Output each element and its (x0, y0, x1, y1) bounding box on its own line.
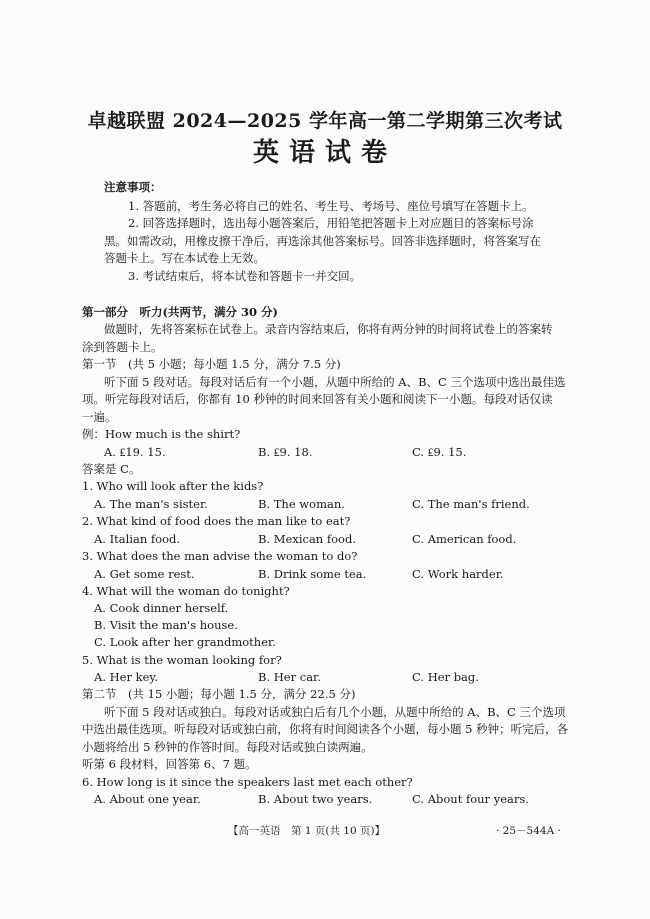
section1-heading: 第一节 (共 5 小题；每小题 1.5 分，满分 7.5 分) (82, 357, 341, 371)
notice-line: 1. 答题前，考生务必将自己的姓名、考生号、考场号、座位号填写在答题卡上。 (128, 199, 534, 213)
section1-intro: 一遍。 (82, 410, 117, 424)
option-c: C. Work harder. (412, 567, 504, 581)
option-a: A. The man's sister. (94, 497, 208, 511)
part1-intro: 涂到答题卡上。 (82, 340, 163, 354)
section2-heading: 第二节 (共 15 小题；每小题 1.5 分，满分 22.5 分) (82, 687, 356, 701)
question-6: 6. How long is it since the speakers last met each other? (82, 775, 413, 789)
question-4: 4. What will the woman do tonight? (82, 584, 290, 598)
option-b: B. Her car. (258, 670, 321, 684)
section1-intro: 听下面 5 段对话。每段对话后有一个小题，从题中所给的 A、B、C 三个选项中选出最佳选 (104, 375, 566, 389)
option-b: B. About two years. (258, 792, 373, 806)
option-c: C. The man's friend. (412, 497, 530, 511)
example-question: 例：How much is the shirt? (82, 427, 241, 441)
question-2: 2. What kind of food does the man like to eat? (82, 514, 351, 528)
option-c: C. American food. (412, 532, 517, 546)
option-a: A. Cook dinner herself. (94, 601, 229, 615)
option-c: C. Her bag. (412, 670, 479, 684)
notice-line: 2. 回答选择题时，选出每小题答案后，用铅笔把答题卡上对应题目的答案标号涂 (128, 216, 534, 230)
option-a: A. Her key. (94, 670, 159, 684)
question-5: 5. What is the woman looking for? (82, 653, 282, 667)
section2-intro: 中选出最佳选项。听每段对话或独白前，你将有时间阅读各个小题，每小题 5 秒钟；听完后，各 (82, 722, 569, 736)
option-b: B. Visit the man's house. (94, 618, 238, 632)
example-answer: 答案是 C。 (82, 462, 141, 476)
option-a: A. About one year. (94, 792, 201, 806)
notice-line: 黑。如需改动，用橡皮擦干净后，再选涂其他答案标号。回答非选择题时，将答案写在 (104, 234, 541, 248)
example-option-c: C. ₤9. 15. (412, 445, 467, 459)
option-c: C. Look after her grandmother. (94, 635, 276, 649)
material-note: 听第 6 段材料，回答第 6、7 题。 (82, 757, 257, 771)
example-option-a: A. ₤19. 15. (104, 445, 166, 459)
exam-title: 卓越联盟 2024—2025 学年高一第二学期第三次考试 (87, 110, 563, 132)
option-a: A. Get some rest. (94, 567, 195, 581)
section2-intro: 小题将给出 5 秒钟的作答时间。每段对话或独白读两遍。 (82, 740, 373, 754)
option-c: C. About four years. (412, 792, 529, 806)
notice-line: 答题卡上。写在本试卷上无效。 (104, 251, 265, 265)
question-1: 1. Who will look after the kids? (82, 479, 264, 493)
notice-heading: 注意事项： (104, 180, 162, 194)
part1-intro: 做题时，先将答案标在试卷上。录音内容结束后，你将有两分钟的时间将试卷上的答案转 (104, 322, 553, 336)
option-b: B. The woman. (258, 497, 345, 511)
question-3: 3. What does the man advise the woman to do? (82, 549, 358, 563)
subject-title: 英语试卷 (252, 138, 397, 168)
page-footer: 【高一英语 第 1 页(共 10 页)】 (228, 825, 386, 837)
notice-line: 3. 考试结束后，将本试卷和答题卡一并交回。 (128, 269, 362, 283)
option-b: B. Mexican food. (258, 532, 356, 546)
option-b: B. Drink some tea. (258, 567, 367, 581)
section2-intro: 听下面 5 段对话或独白。每段对话或独白后有几个小题，从题中所给的 A、B、C 三个选项 (104, 705, 566, 719)
example-option-b: B. ₤9. 18. (258, 445, 313, 459)
option-a: A. Italian food. (94, 532, 181, 546)
section1-intro: 项。听完每段对话后，你都有 10 秒钟的时间来回答有关小题和阅读下一小题。每段对话仅读 (82, 392, 553, 406)
part1-heading: 第一部分 听力(共两节，满分 30 分) (82, 305, 278, 319)
exam-code: · 25－544A · (496, 825, 561, 837)
